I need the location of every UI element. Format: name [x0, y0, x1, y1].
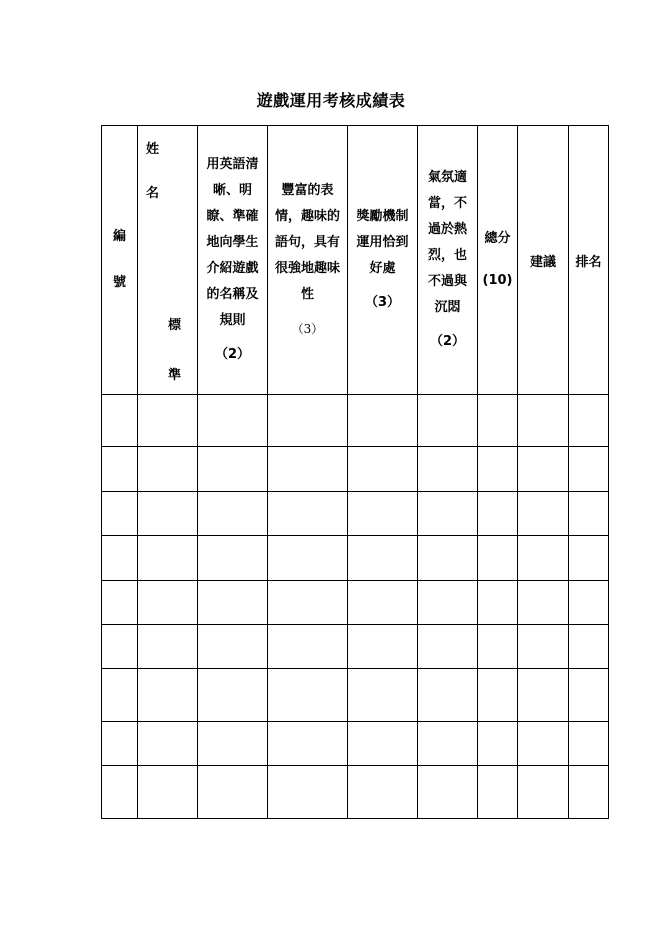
criterion-2-line: 很強地趣味 — [274, 261, 340, 276]
header-number — [102, 126, 138, 395]
table-cell[interactable] — [569, 536, 609, 581]
table-cell[interactable] — [198, 722, 268, 766]
criterion-1-line: 規則 — [219, 313, 246, 328]
table-cell[interactable] — [569, 492, 609, 536]
table-cell[interactable] — [198, 492, 268, 536]
criterion-3-line: 運用恰到 — [356, 235, 409, 250]
criterion-1-line: 用英語清 — [206, 157, 259, 172]
table-cell[interactable] — [198, 669, 268, 722]
table-cell[interactable] — [418, 395, 478, 447]
table-cell[interactable] — [348, 669, 418, 722]
table-cell[interactable] — [138, 581, 198, 625]
table-cell[interactable] — [102, 536, 138, 581]
criterion-2-score: （3） — [291, 322, 324, 336]
table-cell[interactable] — [138, 669, 198, 722]
table-cell[interactable] — [268, 722, 348, 766]
table-cell[interactable] — [418, 536, 478, 581]
table-cell[interactable] — [478, 581, 518, 625]
criterion-1-line: 介紹遊戲 — [206, 261, 259, 276]
criterion-4-score: （2） — [429, 334, 466, 349]
header-criterion-4 — [418, 126, 478, 395]
table-cell[interactable] — [268, 447, 348, 492]
table-cell[interactable] — [518, 492, 569, 536]
table-cell[interactable] — [569, 581, 609, 625]
criterion-3-line: 好處 — [369, 261, 396, 276]
criterion-1-score: （2） — [214, 347, 251, 362]
table-cell[interactable] — [198, 536, 268, 581]
criterion-4-line: 烈，也 — [427, 248, 467, 263]
header-name-char-2: 名 — [146, 186, 160, 201]
table-cell[interactable] — [102, 581, 138, 625]
table-cell[interactable] — [138, 722, 198, 766]
table-cell[interactable] — [348, 722, 418, 766]
table-cell[interactable] — [102, 395, 138, 447]
criterion-4-line: 過於熱 — [427, 222, 467, 237]
table-cell[interactable] — [138, 492, 198, 536]
table-row — [102, 395, 609, 447]
table-row — [102, 447, 609, 492]
table-row — [102, 669, 609, 722]
table-cell[interactable] — [102, 625, 138, 669]
table-cell[interactable] — [198, 766, 268, 819]
table-cell[interactable] — [418, 625, 478, 669]
header-total-max: (10) — [482, 273, 513, 288]
table-cell[interactable] — [268, 766, 348, 819]
table-cell[interactable] — [102, 722, 138, 766]
table-row — [102, 581, 609, 625]
header-number-char-2: 號 — [112, 275, 126, 290]
table-row — [102, 722, 609, 766]
header-name-char-1: 姓 — [146, 142, 160, 157]
table-cell[interactable] — [102, 669, 138, 722]
table-cell[interactable] — [518, 766, 569, 819]
table-cell[interactable] — [138, 766, 198, 819]
criterion-2-line: 性 — [300, 287, 314, 302]
table-cell[interactable] — [569, 722, 609, 766]
table-cell[interactable] — [198, 581, 268, 625]
table-cell[interactable] — [569, 669, 609, 722]
table-cell[interactable] — [518, 581, 569, 625]
page-title: 遊戲運用考核成績表 — [256, 91, 406, 110]
criterion-4-line: 當，不 — [427, 196, 467, 211]
table-cell[interactable] — [348, 447, 418, 492]
table-cell[interactable] — [268, 625, 348, 669]
table-cell[interactable] — [418, 492, 478, 536]
table-cell[interactable] — [478, 766, 518, 819]
header-criterion-1 — [198, 126, 268, 395]
table-cell[interactable] — [478, 625, 518, 669]
table-cell[interactable] — [268, 395, 348, 447]
table-cell[interactable] — [198, 447, 268, 492]
table-cell[interactable] — [138, 447, 198, 492]
table-cell[interactable] — [102, 492, 138, 536]
header-total — [478, 126, 518, 395]
table-cell[interactable] — [518, 447, 569, 492]
table-row — [102, 625, 609, 669]
header-criterion-3 — [348, 126, 418, 395]
table-cell[interactable] — [478, 536, 518, 581]
criterion-1-line: 地向學生 — [206, 235, 259, 250]
table-cell[interactable] — [348, 625, 418, 669]
criterion-4-line: 氣氛適 — [427, 170, 467, 185]
table-cell[interactable] — [348, 581, 418, 625]
header-number-char-1: 編 — [112, 229, 126, 244]
table-cell[interactable] — [348, 766, 418, 819]
table-row — [102, 536, 609, 581]
criterion-2-line: 語句，具有 — [274, 235, 340, 250]
table-cell[interactable] — [138, 536, 198, 581]
table-cell[interactable] — [268, 492, 348, 536]
criterion-1-line: 瞭、準確 — [206, 209, 259, 224]
header-row — [102, 126, 609, 395]
table-cell[interactable] — [198, 395, 268, 447]
table-cell[interactable] — [518, 669, 569, 722]
table-cell[interactable] — [102, 447, 138, 492]
table-cell[interactable] — [348, 395, 418, 447]
table-row — [102, 766, 609, 819]
table-cell[interactable] — [518, 536, 569, 581]
table-cell[interactable] — [138, 625, 198, 669]
table-row — [102, 492, 609, 536]
criterion-2-line: 豐富的表 — [281, 183, 334, 198]
header-name-standard — [138, 126, 198, 395]
table-cell[interactable] — [102, 766, 138, 819]
criterion-2-line: 情，趣味的 — [274, 209, 340, 224]
header-standard-char-1: 標 — [168, 318, 182, 333]
header-standard-char-2: 準 — [168, 368, 182, 383]
table-cell[interactable] — [418, 447, 478, 492]
header-total-label: 總分 — [484, 231, 511, 246]
grade-table — [101, 125, 609, 819]
table-cell[interactable] — [518, 395, 569, 447]
table-cell[interactable] — [198, 625, 268, 669]
table-cell[interactable] — [569, 395, 609, 447]
table-cell[interactable] — [138, 395, 198, 447]
table-cell[interactable] — [268, 536, 348, 581]
table-cell[interactable] — [348, 536, 418, 581]
table-cell[interactable] — [518, 722, 569, 766]
table-cell[interactable] — [268, 581, 348, 625]
table-cell[interactable] — [478, 395, 518, 447]
header-criterion-2 — [268, 126, 348, 395]
criterion-3-line: 獎勵機制 — [356, 209, 409, 224]
table-cell[interactable] — [478, 669, 518, 722]
header-rank: 排名 — [569, 126, 609, 395]
table-cell[interactable] — [478, 492, 518, 536]
table-cell[interactable] — [268, 669, 348, 722]
table-cell[interactable] — [518, 625, 569, 669]
table-cell[interactable] — [418, 581, 478, 625]
criterion-3-score: （3） — [364, 295, 401, 310]
header-advice: 建議 — [518, 126, 569, 395]
table-cell[interactable] — [348, 492, 418, 536]
criterion-1-line: 的名稱及 — [206, 287, 259, 302]
criterion-4-line: 沉悶 — [434, 300, 461, 315]
table-cell[interactable] — [569, 766, 609, 819]
table-cell[interactable] — [418, 766, 478, 819]
table-cell[interactable] — [569, 625, 609, 669]
table-cell[interactable] — [478, 447, 518, 492]
table-cell[interactable] — [418, 669, 478, 722]
table-cell[interactable] — [569, 447, 609, 492]
criterion-4-line: 不過與 — [427, 274, 467, 289]
criterion-1-line: 晰、明 — [212, 183, 252, 198]
table-cell[interactable] — [478, 722, 518, 766]
table-cell[interactable] — [418, 722, 478, 766]
